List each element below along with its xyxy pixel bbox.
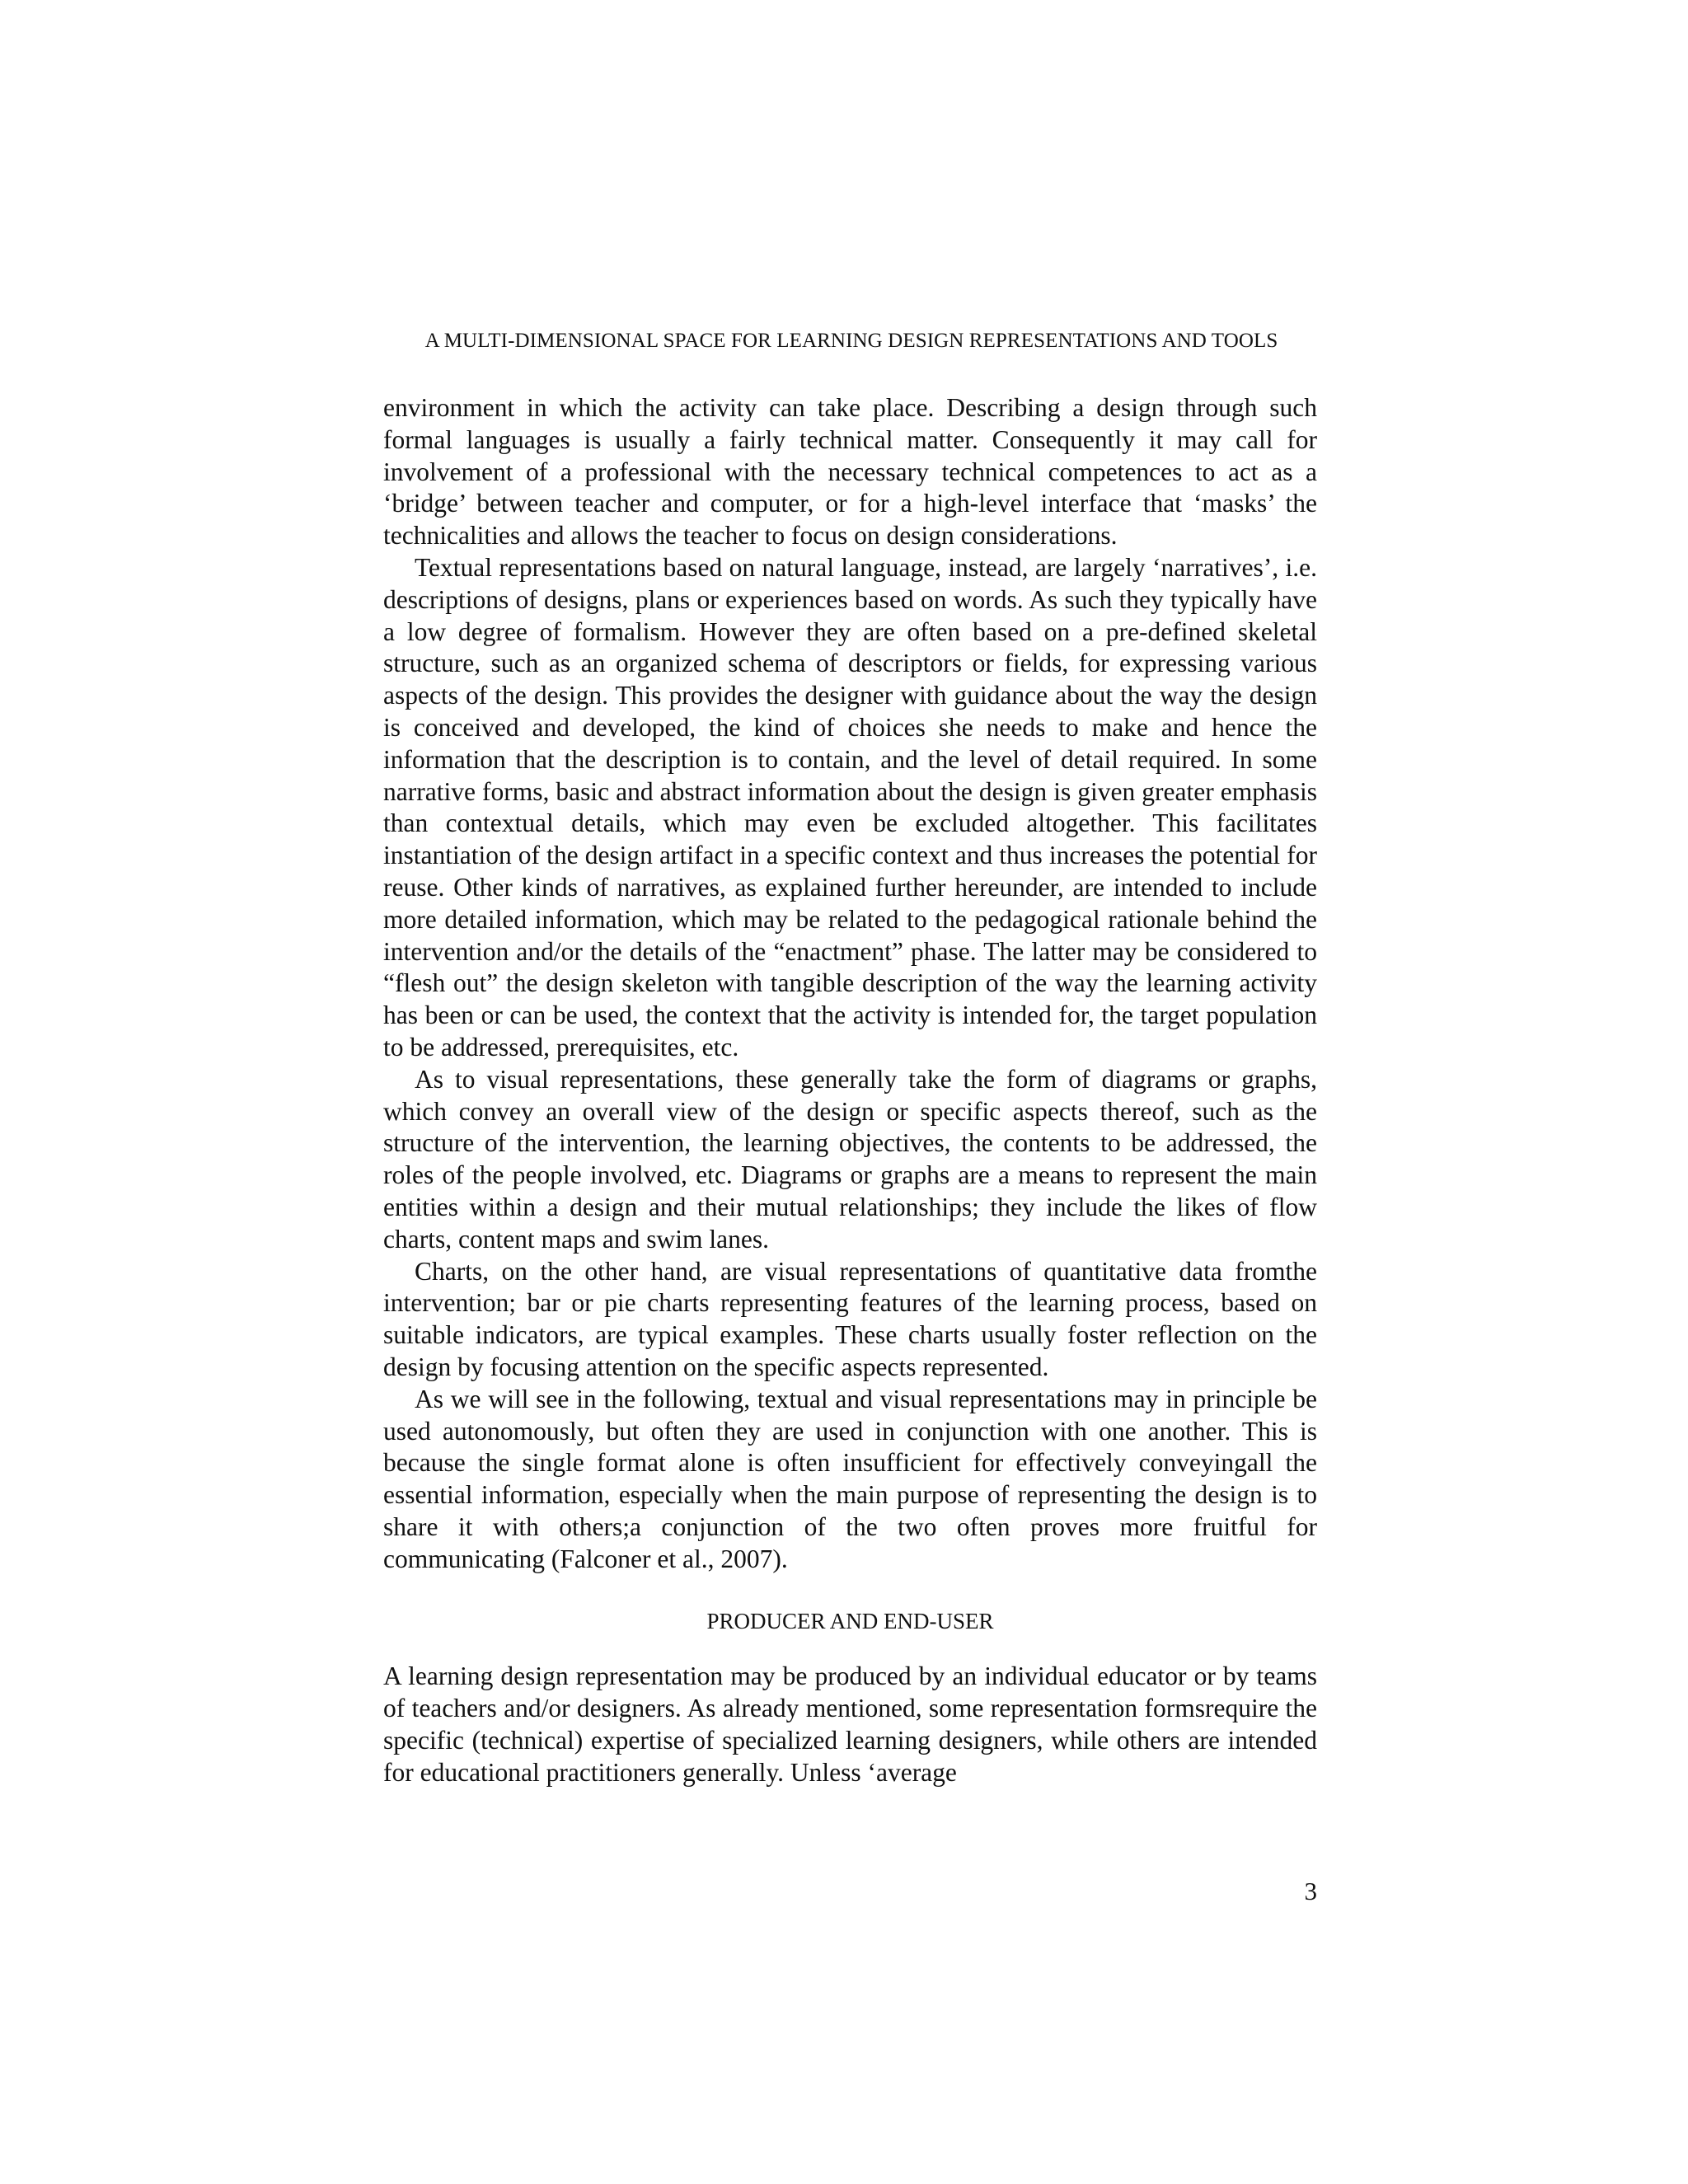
paragraph-visual-representations: As to visual representations, these generally take the form of diagrams or graphs, which convey an overall view of the design or specific aspects thereof, such as the structure of the intervention, the learning objectives, the contents to be addressed, the roles of the people involved, etc. Diagrams or graphs are a means to represent the main entities within a design and their mutual relationships; they include the likes of flow charts, content maps and swim lanes.	[383, 1064, 1317, 1254]
paragraph-continuation: environment in which the activity can take place. Describing a design through such formal languages is usually a fairly technical matter. Consequently it may call for involvement of a professional with the necessary technical competences to act as a ‘bridge’ between teacher and computer, or for a high-level interface that ‘masks’ the technicalities and allows the teacher to focus on design considerations.	[383, 393, 1317, 551]
paragraph-textual-representations: Textual representations based on natural language, instead, are largely ‘narratives’, i.e. descriptions of designs, plans or experiences based on words. As such they typically have a low degree of formalism. However they are often based on a pre-defined skeletal structure, such as an organized schema of descriptors or fields, for expressing various aspects of the design. This provides the designer with guidance about the way the design is conceived and developed, the kind of choices she needs to make and hence the information that the description is to contain, and the level of detail required. In some narrative forms, basic and abstract information about the design is given greater emphasis than contextual details, which may even be excluded altogether. This facilitates instantiation of the design artifact in a specific context and thus increases the potential for reuse. Other kinds of narratives, as explained further hereunder, are intended to include more detailed information, which may be related to the pedagogical rationale behind the intervention and/or the details of the “enactment” phase. The latter may be considered to “flesh out” the design skeleton with tangible description of the way the learning activity has been or can be used, the context that the activity is intended for, the target population to be addressed, prerequisites, etc.	[383, 552, 1317, 1062]
running-header: A MULTI-DIMENSIONAL SPACE FOR LEARNING DESIGN REPRESENTATIONS AND TOOLS	[424, 330, 1278, 352]
section-heading: PRODUCER AND END-USER	[706, 1609, 994, 1634]
paragraph-charts: Charts, on the other hand, are visual representations of quantitative data fromthe intervention; bar or pie charts representing features of the learning process, based on suitable indicators, are typical examples. These charts usually foster reflection on the design by focusing attention on the specific aspects represented.	[383, 1256, 1317, 1381]
page-number: 3	[1304, 1877, 1317, 1905]
body-text	[383, 392, 1317, 1789]
paragraph-producer-end-user: A learning design representation may be produced by an individual educator or by teams of teachers and/or designers. As already mentioned, some representation formsrequire the specific (technical) expertise of specialized learning designers, while others are intended for educational practitioners generally. Unless ‘average	[383, 1661, 1317, 1787]
paragraph-conjunction: As we will see in the following, textual and visual representations may in principle be used autonomously, but often they are used in conjunction with one another. This is because the single format alone is often insufficient for effectively conveyingall the essential information, especially when the main purpose of representing the design is to share it with others;a conjunction of the two often proves more fruitful for communicating (Falconer et al., 2007).	[383, 1384, 1317, 1573]
